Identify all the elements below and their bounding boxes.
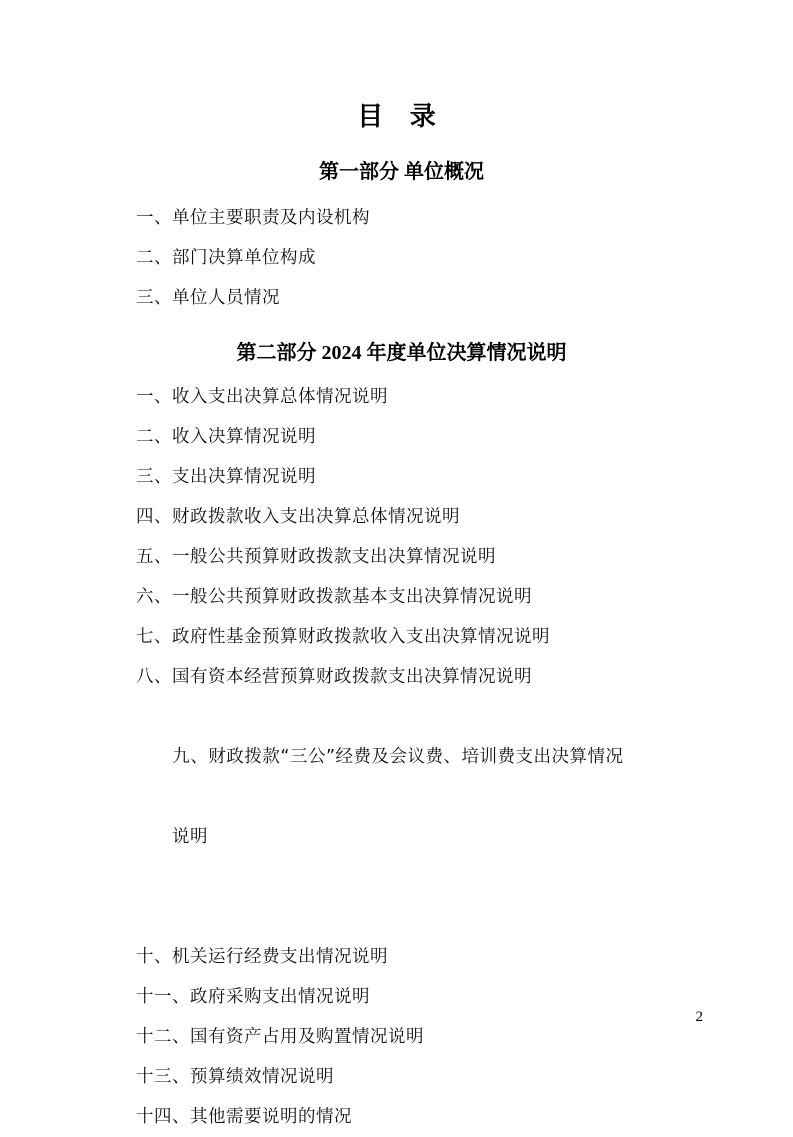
toc-entry[interactable]: 五、一般公共预算财政拨款支出决算情况说明 — [136, 547, 496, 567]
toc-entry[interactable]: 八、国有资本经营预算财政拨款支出决算情况说明 — [136, 667, 532, 687]
toc-entry[interactable]: 一、收入支出决算总体情况说明 — [136, 387, 388, 407]
section-heading-part-one: 第一部分 单位概况 — [319, 161, 484, 183]
toc-entry[interactable]: 二、收入决算情况说明 — [136, 427, 316, 447]
toc-list-part-two — [0, 365, 793, 1137]
toc-entry[interactable]: 三、单位人员情况 — [136, 288, 280, 308]
toc-entry-line-2: 说明 — [172, 827, 208, 847]
toc-entry-wrapped[interactable] — [0, 697, 793, 937]
page-title: 目 录 — [357, 102, 446, 131]
toc-entry[interactable]: 十二、国有资产占用及购置情况说明 — [136, 1027, 424, 1047]
toc-entry[interactable]: 六、一般公共预算财政拨款基本支出决算情况说明 — [136, 587, 532, 607]
section-heading-part-two: 第二部分 2024 年度单位决算情况说明 — [236, 342, 567, 364]
toc-entry-line-1: 九、财政拨款“三公”经费及会议费、培训费支出决算情况 — [172, 747, 624, 767]
toc-entry[interactable]: 七、政府性基金预算财政拨款收入支出决算情况说明 — [136, 627, 550, 647]
toc-entry[interactable]: 十四、其他需要说明的情况 — [136, 1107, 352, 1127]
page-number: 2 — [695, 1009, 703, 1025]
toc-entry[interactable]: 十、机关运行经费支出情况说明 — [136, 947, 388, 967]
toc-entry[interactable]: 三、支出决算情况说明 — [136, 467, 316, 487]
toc-entry[interactable]: 一、单位主要职责及内设机构 — [136, 208, 370, 228]
toc-entry[interactable]: 十一、政府采购支出情况说明 — [136, 987, 370, 1007]
toc-entry[interactable]: 十三、预算绩效情况说明 — [136, 1067, 334, 1087]
toc-entry[interactable]: 四、财政拨款收入支出决算总体情况说明 — [136, 507, 460, 527]
toc-list-part-one — [0, 184, 793, 318]
toc-entry[interactable]: 二、部门决算单位构成 — [136, 248, 316, 268]
